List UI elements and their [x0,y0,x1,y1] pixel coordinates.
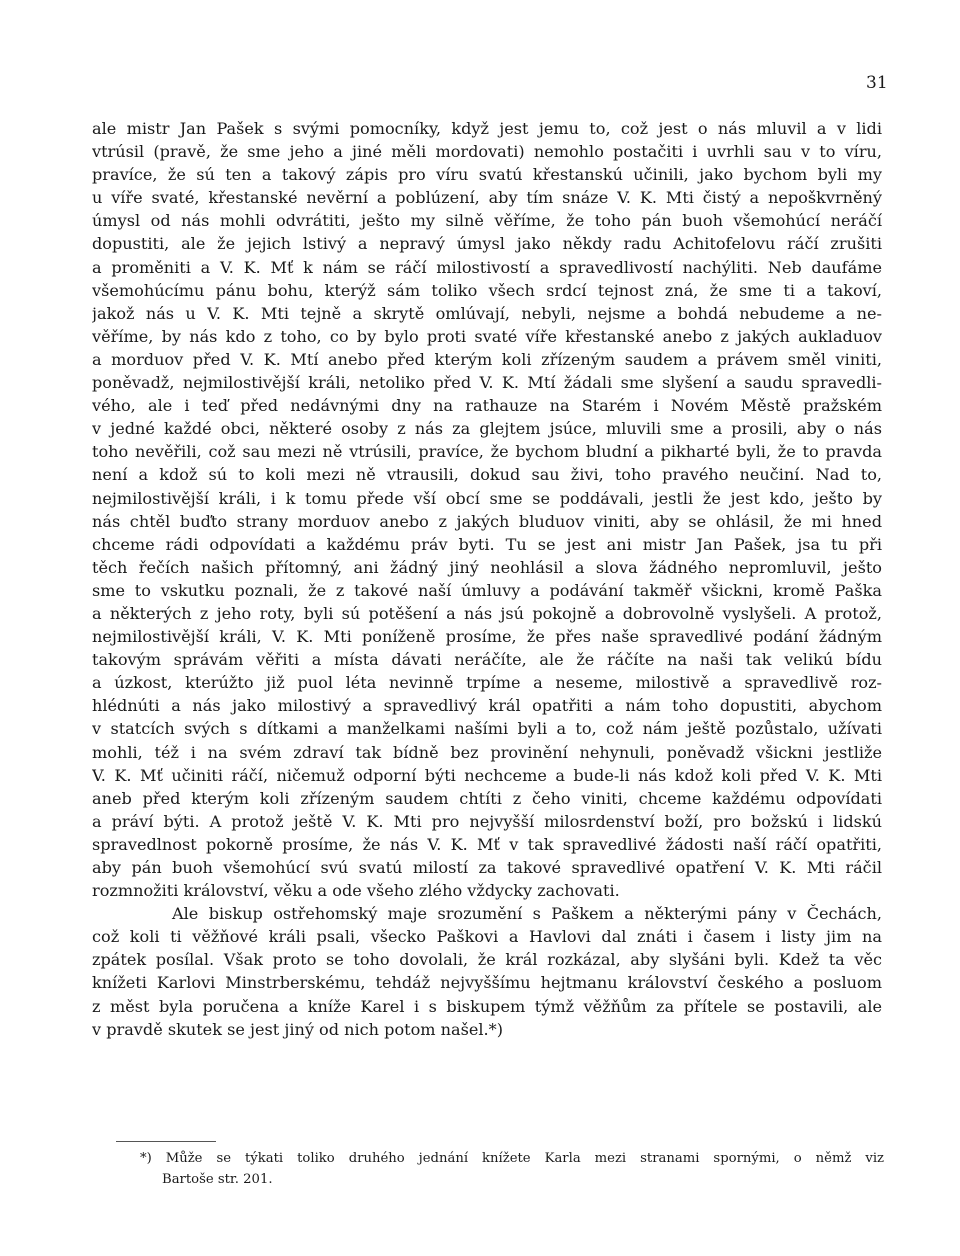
text-line: chceme rádi odpovídati a každému práv byti. Tu se jest ani mistr Jan Pašek, jsa tu při [92,534,882,554]
text-line: v jedné každé obci, některé osoby z nás za glejtem jsúce, mluvili sme a prosili, aby o nás [92,419,882,439]
text-line: sme to vskutku poznali, že z takové naší úmluvy a podávání takměř všickni, kromě Paška [92,580,882,600]
text-line: všemohúcímu pánu bohu, kterýž sám toliko všech srdcí tejnost zná, že sme ti a takoví, [92,280,882,300]
text-line: jakož nás u V. K. Mti tejně a skrytě omlúvají, nebyli, nejsme a bohdá nebudeme a ne- [92,303,882,323]
text-line: zpátek posílal. Však proto se toho dovolali, že král rozkázal, aby slyšáni byli. Kdež ta věc [92,950,882,970]
text-line: což koli ti věžňové králi psali, všecko Paškovi a Havlovi dal znáti i časem i listy jim na [92,927,882,947]
footnote-divider [116,1141,216,1142]
text-line: toho nevěřili, což sau mezi ně vtrúsili, pravíce, že bychom bludní a pikharté byli, že to pravda [92,442,882,462]
text-line: nás chtěl buďto strany morduov anebo z jakých bluduov viniti, aby se ohlásil, že mi hned [92,511,882,531]
text-line: pravíce, že sú ten a takový zápis pro víru svatú křestanskú učinili, jako bychom byli my [92,165,882,185]
text-line: úmysl od nás mohli odvrátiti, ješto my silně věříme, že toho pán buoh všemohúcí neráčí [92,211,882,231]
text-line: vého, ale i teď před nedávnými dny na rathauze na Starém i Novém Městě pražském [92,396,882,416]
text-line: a morduov před V. K. Mtí anebo před kterým koli zřízeným saudem a právem směl viniti, [92,349,882,369]
text-line: z měst byla poručena a kníže Karel i s biskupem týmž věžňům za přítele se postavili, ale [92,996,882,1016]
paragraph-end-line: v pravdě skutek se jest jiný od nich potom našel.*) [92,1019,504,1039]
paragraph-end-line: rozmnožiti království, věku a ode všeho zlého vždycky zachovati. [92,881,620,901]
text-line: věříme, by nás kdo z toho, co by bylo proti svaté víře křestanské anebo z jakých aukladuov [92,326,882,346]
footnote-line: Bartoše str. 201. [162,1172,273,1187]
text-line: nejmilostivější králi, V. K. Mti poníženě prosíme, že přes naše spravedlivé podání žádným [92,627,882,647]
text-line: knížeti Karlovi Minstrberskému, tehdáž nejvyššímu hejtmanu království českého a posluom [92,973,882,993]
text-line: hlédnúti a nás jako milostivý a spravedlivý král opatřiti a nám toho dopustiti, abychom [92,696,882,716]
text-line: u víře svaté, křestanské nevěrní a poblúzení, aby tím snáze V. K. Mti čistý a nepoškvrněný [92,188,882,208]
body-text [92,117,882,1041]
text-line: vtrúsil (pravě, že sme jeho a jiné měli mordovati) nemohlo postačiti i uvrhli sau v to víru, [92,142,882,162]
text-line: dopustiti, ale že jejich lstivý a nepravý úmysl jako někdy radu Achitofelovu ráčí zrušiti [92,234,882,254]
page-number: 31 [866,73,888,93]
text-line: ale mistr Jan Pašek s svými pomocníky, když jest jemu to, což jest o nás mluvil a v lidi [92,119,882,138]
text-line: V. K. Mť učiniti ráčí, ničemuž odporní býti nechceme a bude-li nás kdož koli před V. K. Mti [92,765,882,785]
text-line: a proměniti a V. K. Mť k nám se ráčí milostivostí a spravedlivostí nachýliti. Neb daufáme [92,257,882,277]
text-line: spravedlnost pokorně prosíme, že nás V. K. Mť v tak spravedlivé žádosti naší ráčí opatřiti, [92,834,882,854]
text-line: aneb před kterým koli zřízeným saudem chtíti z čeho viniti, chceme každému odpovídati [92,788,882,808]
text-line: těch řečích našich přítomný, ani žádný jiný neohlásil a slova žádného nepromluvil, ješto [92,557,882,577]
text-line: v statcích svých s dítkami a manželkami našími byli a to, což nám ještě pozůstalo, užívati [92,719,882,739]
text-line: a některých z jeho roty, byli sú potěšení a nás jsú pokojně a dobrovolně vyslyšeli. A protož, [92,603,882,623]
footnote-line: *) Může se týkati toliko druhého jednání knížete Karla mezi stranami spornými, o němž viz [140,1151,884,1166]
text-line: není a kdož sú to koli mezi ně vtrausili, dokud sau živi, toho pravého neučiní. Nad to, [92,465,882,485]
text-line: aby pán buoh všemohúcí svú svatú milostí za takové spravedlivé opatření V. K. Mti ráčil [92,858,882,877]
text-line: poněvadž, nejmilostivější králi, netoliko před V. K. Mtí žádali sme slyšení a saudu spravedli- [92,373,882,393]
footnote [140,1148,884,1190]
text-line: a práví býti. A protož ještě V. K. Mti pro nejvyšší milosrdenství boží, pro božskú i lidskú [92,811,882,831]
text-line: takovým správám věřiti a místa dávati neráčíte, ale že ráčíte na naši tak velikú bídu [92,650,882,670]
text-line: mohli, též i na svém zdraví tak bídně bez provinění nehynuli, poněvadž všickni jestliže [92,742,882,762]
paragraph-start-line: Ale biskup ostřehomský maje srozumění s Paškem a některými pány v Čechách, [172,904,882,924]
text-line: a úzkost, kterúžto již puol léta nevinně trpíme a neseme, milostivě a spravedlivě roz- [92,673,882,693]
text-line: nejmilostivější králi, i k tomu přede vší obcí sme se poddávali, jestli že jest kdo, ješto by [92,488,882,508]
